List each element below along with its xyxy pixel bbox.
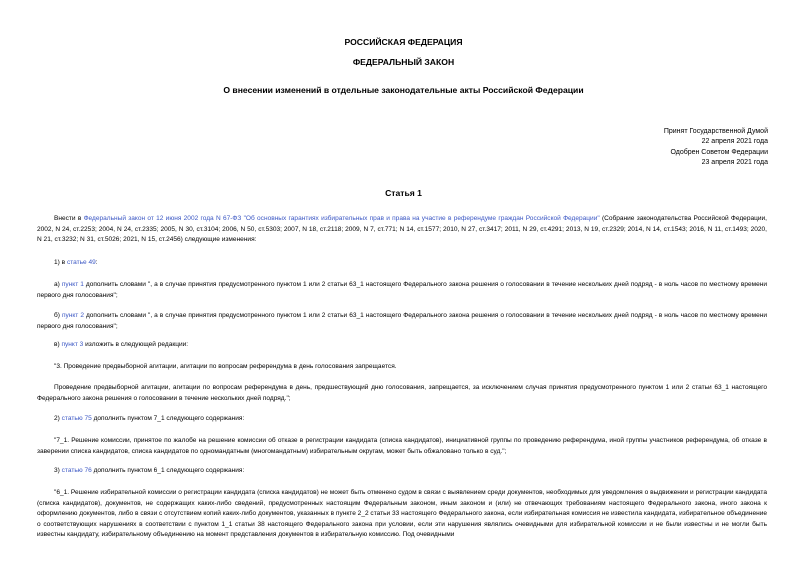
item-2-post: дополнить пунктом 7_1 следующего содержания: bbox=[91, 415, 245, 422]
item-1a bbox=[37, 280, 767, 301]
quote-point-7-1: "7_1. Решение комиссии, принятое по жалобе на решение комиссии об отказе в регистрации кандидата (списка кандидатов), инициативной группы по проведению референдума, иной группы участников референдума, об отказе в заверении списка кандидатов, списка кандидатов по одномандатным (многомандатным) избирательным округам, может быть обжаловано только в суд."; bbox=[37, 437, 767, 455]
item-1b-pre: б) bbox=[54, 312, 62, 319]
item-1a-pre: а) bbox=[54, 281, 62, 288]
law-type-heading: ФЕДЕРАЛЬНЫЙ ЗАКОН bbox=[352, 57, 455, 67]
quote-point-3: "3. Проведение предвыборной агитации, агитации по вопросам референдума в день голосования запрещается. bbox=[54, 363, 397, 370]
item-1-post: : bbox=[95, 259, 98, 266]
article-76-link[interactable]: статью 76 bbox=[61, 467, 92, 474]
item-1-pre: 1) в bbox=[54, 259, 67, 266]
article-heading: Статья 1 bbox=[385, 188, 422, 198]
article-49-link[interactable]: статье 49 bbox=[66, 259, 96, 266]
article-75-link[interactable]: статью 75 bbox=[61, 415, 92, 422]
item-1b-post: дополнить словами ", а в случае принятия предусмотренного пунктом 1 или 2 статьи 63_1 настоящего Федерального закона решения о голосовании в течение нескольких дней подряд - в ноль часов по местному времени первого дня голосования"; bbox=[37, 312, 768, 330]
quote-point-3-continued: Проведение предвыборной агитации, агитации по вопросам референдума в день, предшествующий дню голосования, запрещается, за исключением случая принятия предусмотренного пунктом 1 или 2 статьи 63_1 настоящего Федерального закона решения о голосовании в течение нескольких дней подряд."; bbox=[37, 384, 767, 402]
item-1v bbox=[37, 340, 767, 351]
country-heading: РОССИЙСКАЯ ФЕДЕРАЦИЯ bbox=[344, 37, 463, 47]
intro-text-post: (Собрание законодательства Российской Федерации, 2002, N 24, ст.2253; 2004, N 24, ст.2335; 2005, N 30, ст.3104; 2006, N 50, ст.5303; 2007, N 18, ст.2118; 2009, N 7, ст.771; N 14, ст.1577; 2010, N 27, ст.3417; 2011, N 29, ст.4291; 2013, N 19, ст.2329; 2014, N 14, ст.1543; 2016, N 11, ст.1493; 2020, N 21, ст.3232; N 31, ст.5026; 2021, N 15, ст.2456) следующие изменения: bbox=[37, 215, 767, 243]
point-2-link[interactable]: пункт 2 bbox=[61, 312, 84, 319]
adoption-duma-date: 22 апреля 2021 года bbox=[701, 138, 768, 146]
intro-text-pre: Внести в bbox=[54, 215, 84, 222]
law-67-link[interactable]: Федеральный закон от 12 июня 2002 года N 67-ФЗ "Об основных гарантиях избирательных прав и права на участие в референдуме граждан Российской Федерации" bbox=[83, 215, 600, 222]
adoption-duma: Принят Государственной Думой bbox=[663, 128, 768, 135]
item-1v-post: изложить в следующей редакции: bbox=[83, 341, 189, 348]
item-3-post: дополнить пунктом 6_1 следующего содержания: bbox=[91, 467, 245, 474]
adoption-block bbox=[664, 127, 768, 168]
point-3-link[interactable]: пункт 3 bbox=[61, 341, 84, 348]
item-1v-pre: в) bbox=[54, 341, 62, 348]
point-1-link[interactable]: пункт 1 bbox=[61, 281, 84, 288]
adoption-council-date: 23 апреля 2021 года bbox=[701, 158, 768, 166]
quote-point-6-1: "6_1. Решение избирательной комиссии о регистрации кандидата (списка кандидатов) не может быть отменено судом в связи с выявлением среди документов, необходимых для уведомления о выдвижении и регистрации кандидата (списка кандидатов), документов, не содержащих каких-либо сведений, предусмотренных настоящим Федеральным законом, иным законом и (или) не отвечающих требованиям настоящего Федерального закона, иного закона к оформлению документов, либо в связи с отсутствием копий каких-либо документов, указанных в пункте 2_2 статьи 33 настоящего Федерального закона, если избирательная комиссия не известила кандидата, избирательное объединение о соответствующих нарушениях в соответствии с пунктом 1_1 статьи 38 настоящего Федерального закона при условии, если эти нарушения являлись очевидными для избирательной комиссии и не были известны и не могли быть известны кандидату, избирательному объединению на момент представления документов в избирательную комиссию. Под очевидными bbox=[37, 489, 767, 538]
item-1 bbox=[37, 258, 767, 269]
item-1b bbox=[37, 311, 767, 332]
intro-paragraph bbox=[37, 214, 767, 246]
item-3-pre: 3) bbox=[54, 467, 62, 474]
item-1a-post: дополнить словами ", а в случае принятия предусмотренного пунктом 1 или 2 статьи 63_1 настоящего Федерального закона решения о голосовании в течение нескольких дней подряд - в ноль часов по местному времени первого дня голосования"; bbox=[37, 281, 768, 299]
item-2-pre: 2) bbox=[54, 415, 62, 422]
item-2 bbox=[37, 414, 767, 425]
item-3 bbox=[37, 466, 767, 477]
law-title: О внесении изменений в отдельные законодательные акты Российской Федерации bbox=[223, 85, 584, 95]
adoption-council: Одобрен Советом Федерации bbox=[670, 148, 768, 156]
